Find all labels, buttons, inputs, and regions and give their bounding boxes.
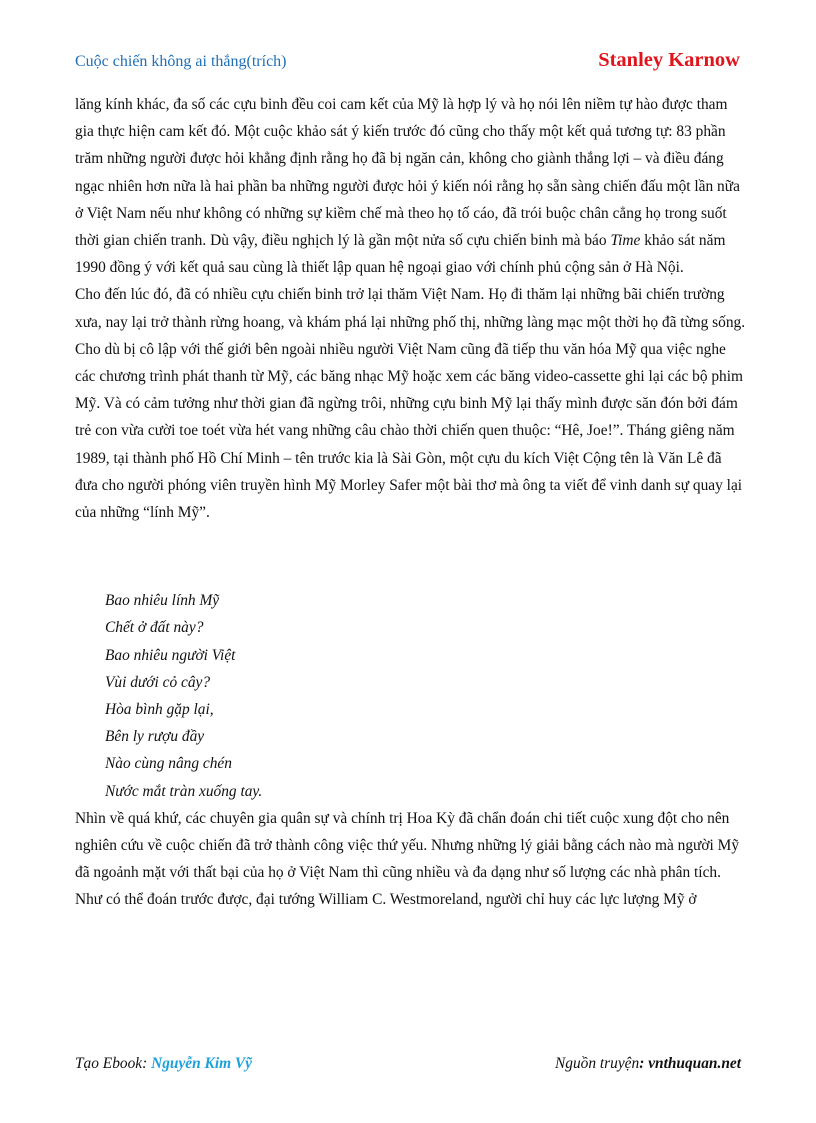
book-title: Cuộc chiến không ai thắng(trích) [75, 53, 287, 70]
magazine-title: Time [610, 232, 641, 250]
poem-line: Bao nhiêu người Việt [105, 646, 236, 664]
poem-line: Chết ở đất này? [105, 619, 204, 637]
page-footer [75, 1055, 741, 1077]
ebook-credit [75, 1055, 252, 1073]
paragraph-4: Như có thể đoán trước được, đại tướng William C. Westmoreland, người chỉ huy các lực lượng Mỹ ở [75, 891, 697, 909]
ebook-separator: : [142, 1055, 152, 1072]
poem-line: Bên ly rượu đầy [105, 728, 205, 746]
poem [105, 587, 747, 805]
ebook-label: Tạo Ebook [75, 1055, 143, 1072]
paragraph-3: Nhìn về quá khứ, các chuyên gia quân sự và chính trị Hoa Kỳ đã chẩn đoán chi tiết cuộc xung đột cho nên nghiên cứu về cuộc chiến đã trở thành công việc thứ yếu. Nhưng những lý giải bằng cách nào mà người Mỹ đã ngoảnh mặt với thất bại của họ ở Việt Nam thì cũng nhiều và đa dạng như số lượng các nhà phân tích. [75, 809, 740, 882]
author-name: Stanley Karnow [598, 49, 740, 71]
source-site-link[interactable]: vnthuquan.net [648, 1055, 741, 1072]
paragraph-1 [75, 91, 747, 281]
poem-line: Vùi dưới cỏ cây? [105, 673, 211, 691]
ebook-creator-name: Nguyễn Kim Vỹ [151, 1055, 253, 1072]
paragraph-1-text-a: lăng kính khác, đa số các cựu binh đều coi cam kết của Mỹ là hợp lý và họ nói lên niềm tự hào được tham gia thực hiện cam kết đó. Một cuộc khảo sát ý kiến trước đó cũng cho thấy một kết quả tương tự: 83 phần trăm những người được hỏi khẳng định rằng họ đã bị ngăn cản, không cho giành thắng lợi – và điều đáng ngạc nhiên hơn nữa là hai phần ba những người được hỏi ý kiến nói rằng họ sẵn sàng chiến đấu một lần nữa ở Việt Nam nếu như không có những sự kiềm chế mà theo họ tố cáo, đã trói buộc chân cẳng họ trong suốt thời gian chiến tranh. Dù vậy, điều nghịch lý là gần một nửa số cựu chiến binh mà báo [75, 96, 740, 250]
page-header [75, 49, 740, 75]
source-separator: : [639, 1055, 649, 1072]
paragraph-1-text-b: khảo sát năm 1990 đồng ý với kết quả sau cùng là thiết lập quan hệ ngoại giao với chính phủ cộng sản ở Hà Nội. [75, 232, 726, 277]
source-credit [555, 1055, 741, 1073]
page-content [75, 91, 747, 914]
poem-line: Hòa bình gặp lại, [105, 701, 214, 719]
poem-line: Nào cùng nâng chén [105, 755, 232, 773]
poem-line: Nước mắt tràn xuống tay. [105, 782, 263, 800]
poem-line: Bao nhiêu lính Mỹ [105, 592, 220, 610]
source-label: Nguồn truyện [554, 1055, 640, 1072]
paragraph-2: Cho đến lúc đó, đã có nhiều cựu chiến binh trở lại thăm Việt Nam. Họ đi thăm lại những bãi chiến trường xưa, nay lại trở thành rừng hoang, và khám phá lại những phố thị, những làng mạc một thời họ đã từng sống. Cho dù bị cô lập với thế giới bên ngoài nhiều người Việt Nam cũng đã tiếp thu văn hóa Mỹ qua việc nghe các chương trình phát thanh từ Mỹ, các băng nhạc Mỹ hoặc xem các băng video-cassette ghi lại các bộ phim Mỹ. Và có cảm tưởng như thời gian đã ngừng trôi, những cựu binh Mỹ lại thấy mình được săn đón bởi đám trẻ con vừa cười toe toét vừa hét vang những câu chào thời chiến quen thuộc: “Hê, Joe!”. Tháng giêng năm 1989, tại thành phố Hồ Chí Minh – tên trước kia là Sài Gòn, một cựu du kích Việt Cộng tên là Văn Lê đã đưa cho người phóng viên truyền hình Mỹ Morley Safer một bài thơ mà ông ta viết để vinh danh sự quay lại của những “lính Mỹ”. [75, 286, 746, 522]
